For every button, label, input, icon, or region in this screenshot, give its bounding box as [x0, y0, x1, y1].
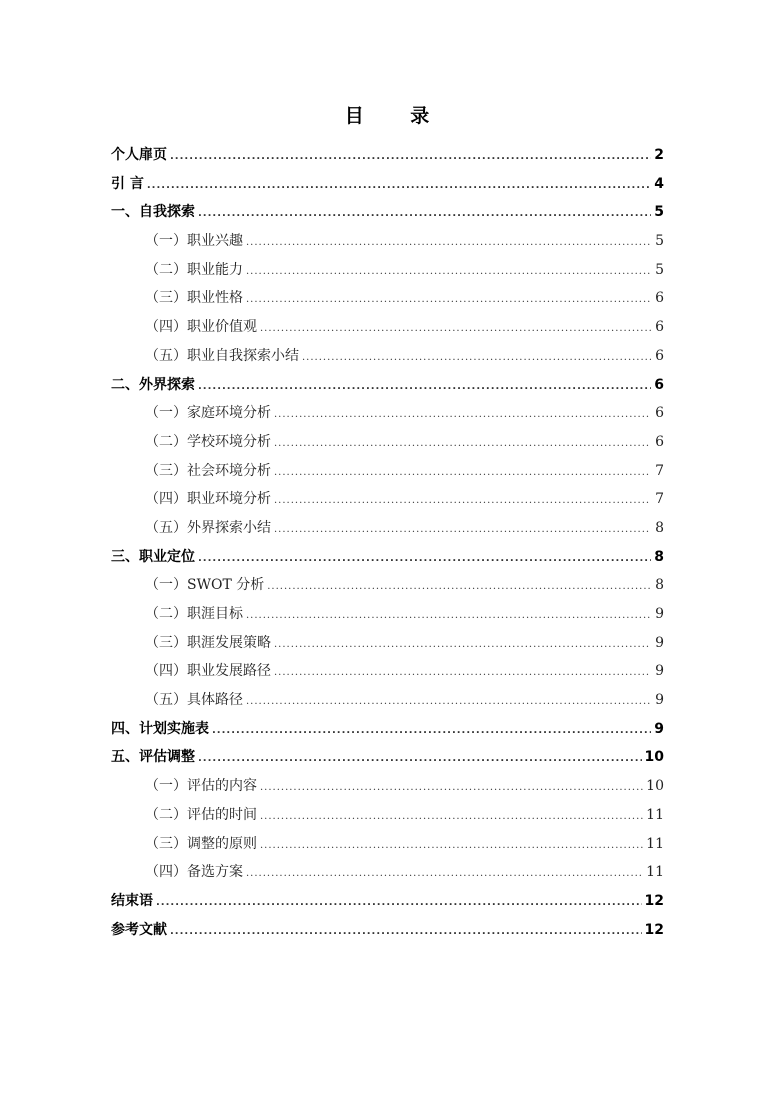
- toc-chapter-entry[interactable]: [111, 170, 664, 199]
- toc-section-entry[interactable]: [111, 858, 664, 887]
- toc-dot-leader: [246, 686, 651, 717]
- toc-page-number: 8: [655, 577, 664, 594]
- toc-section-entry[interactable]: [111, 284, 664, 313]
- toc-page-number: 6: [655, 347, 664, 364]
- toc-dot-leader: [260, 772, 643, 803]
- toc-dot-leader: [246, 858, 643, 889]
- toc-page-number: 10: [644, 749, 664, 766]
- toc-dot-leader: [274, 629, 651, 660]
- toc-page-number: 5: [655, 233, 664, 250]
- toc-section-entry[interactable]: [111, 342, 664, 371]
- toc-entry-label: （五）具体路径: [145, 692, 243, 709]
- toc-dot-leader: [246, 600, 651, 631]
- toc-entry-label: （二）评估的时间: [145, 806, 257, 823]
- toc-entry-label: （一）评估的内容: [145, 778, 257, 795]
- toc-section-entry[interactable]: [111, 428, 664, 457]
- toc-page-number: 6: [654, 376, 664, 393]
- toc-section-entry[interactable]: [111, 399, 664, 428]
- toc-section-entry[interactable]: [111, 772, 664, 801]
- toc-chapter-entry[interactable]: [111, 543, 664, 572]
- table-of-contents: [111, 141, 664, 944]
- toc-entry-label: 二、外界探索: [111, 376, 195, 393]
- toc-dot-leader: [246, 227, 651, 258]
- toc-entry-label: 引 言: [111, 175, 144, 192]
- toc-section-entry[interactable]: [111, 514, 664, 543]
- toc-dot-leader: [212, 715, 651, 746]
- toc-dot-leader: [156, 887, 642, 918]
- toc-page-number: 9: [655, 663, 664, 680]
- toc-dot-leader: [274, 399, 651, 430]
- toc-dot-leader: [274, 657, 651, 688]
- toc-page-number: 5: [655, 261, 664, 278]
- toc-entry-label: 五、评估调整: [111, 749, 195, 766]
- toc-entry-label: 个人扉页: [111, 147, 167, 163]
- toc-page-number: 11: [646, 835, 664, 852]
- toc-entry-label: （四）备选方案: [145, 864, 243, 881]
- toc-section-entry[interactable]: [111, 227, 664, 256]
- toc-dot-leader: [198, 198, 651, 229]
- toc-entry-label: （三）职涯发展策略: [145, 634, 271, 651]
- toc-chapter-entry[interactable]: [111, 141, 664, 170]
- toc-dot-leader: [274, 457, 651, 488]
- toc-page-number: 9: [655, 692, 664, 709]
- toc-page-number: 9: [654, 720, 664, 737]
- toc-section-entry[interactable]: [111, 313, 664, 342]
- toc-dot-leader: [198, 371, 651, 402]
- toc-page-number: 7: [655, 491, 664, 508]
- toc-section-entry[interactable]: [111, 600, 664, 629]
- toc-page-number: 12: [644, 921, 664, 938]
- toc-entry-label: 四、计划实施表: [111, 720, 209, 737]
- toc-dot-leader: [260, 313, 651, 344]
- toc-dot-leader: [274, 514, 651, 545]
- toc-chapter-entry[interactable]: [111, 715, 664, 744]
- toc-dot-leader: [274, 428, 651, 459]
- toc-section-entry[interactable]: [111, 256, 664, 285]
- toc-dot-leader: [170, 141, 651, 172]
- toc-page-number: 6: [655, 405, 664, 422]
- toc-page-number: 9: [655, 634, 664, 651]
- toc-entry-label: （二）学校环境分析: [145, 433, 271, 450]
- toc-chapter-entry[interactable]: [111, 743, 664, 772]
- toc-chapter-entry[interactable]: [111, 198, 664, 227]
- toc-page-number: 10: [646, 778, 664, 795]
- toc-entry-label: （三）社会环境分析: [145, 462, 271, 479]
- toc-section-entry[interactable]: [111, 657, 664, 686]
- toc-dot-leader: [260, 830, 643, 861]
- toc-entry-label: （一）SWOT 分析: [145, 577, 265, 594]
- toc-entry-label: （二）职业能力: [145, 261, 243, 278]
- toc-entry-label: 结束语: [111, 892, 153, 909]
- toc-page-number: 2: [654, 147, 664, 163]
- toc-entry-label: （四）职业发展路径: [145, 663, 271, 680]
- toc-page-number: 5: [654, 204, 664, 221]
- toc-page-number: 6: [655, 290, 664, 307]
- toc-entry-label: 参考文献: [111, 921, 167, 938]
- toc-page-number: 6: [655, 433, 664, 450]
- toc-dot-leader: [170, 916, 642, 947]
- toc-dot-leader: [198, 543, 651, 574]
- toc-page-number: 9: [655, 606, 664, 622]
- toc-dot-leader: [246, 284, 651, 315]
- toc-entry-label: 三、职业定位: [111, 548, 195, 565]
- toc-dot-leader: [198, 743, 642, 774]
- toc-entry-label: （一）职业兴趣: [145, 233, 243, 250]
- toc-entry-label: （三）调整的原则: [145, 835, 257, 852]
- toc-page-number: 8: [654, 548, 664, 565]
- toc-page-number: 12: [644, 892, 664, 909]
- toc-entry-label: （四）职业价值观: [145, 319, 257, 336]
- toc-entry-label: （四）职业环境分析: [145, 491, 271, 508]
- toc-page-number: 4: [654, 175, 664, 192]
- toc-entry-label: （五）职业自我探索小结: [145, 347, 299, 364]
- toc-chapter-entry[interactable]: [111, 916, 664, 945]
- toc-section-entry[interactable]: [111, 457, 664, 486]
- toc-section-entry[interactable]: [111, 571, 664, 600]
- toc-page-number: 6: [655, 319, 664, 336]
- toc-chapter-entry[interactable]: [111, 371, 664, 400]
- toc-section-entry[interactable]: [111, 686, 664, 715]
- toc-chapter-entry[interactable]: [111, 887, 664, 916]
- toc-entry-label: 一、自我探索: [111, 204, 195, 221]
- toc-section-entry[interactable]: [111, 629, 664, 658]
- toc-dot-leader: [260, 801, 643, 832]
- toc-page-number: 11: [646, 806, 664, 823]
- toc-page-number: 11: [646, 864, 664, 881]
- toc-section-entry[interactable]: [111, 485, 664, 514]
- toc-entry-label: （五）外界探索小结: [145, 519, 271, 536]
- toc-dot-leader: [246, 256, 651, 287]
- toc-section-entry[interactable]: [111, 801, 664, 830]
- toc-dot-leader: [267, 571, 651, 602]
- toc-dot-leader: [302, 342, 651, 373]
- toc-entry-label: （二）职涯目标: [145, 606, 243, 622]
- toc-section-entry[interactable]: [111, 830, 664, 859]
- toc-dot-leader: [147, 170, 651, 201]
- toc-entry-label: （一）家庭环境分析: [145, 405, 271, 422]
- toc-page-number: 7: [655, 462, 664, 479]
- toc-page-number: 8: [655, 519, 664, 536]
- toc-dot-leader: [274, 485, 651, 516]
- toc-title: 目 录: [344, 105, 450, 127]
- toc-entry-label: （三）职业性格: [145, 290, 243, 307]
